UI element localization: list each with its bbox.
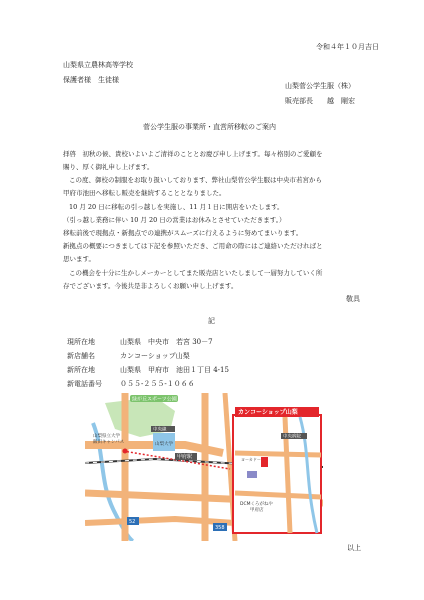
recipient-parents: 保護者様 生徒様 xyxy=(63,76,119,84)
ki-heading: 記 xyxy=(208,317,215,325)
shop-title-label: カンコーショップ山梨 xyxy=(238,409,298,416)
body-line-11: 存でございます。今後共是非よろしくお願い申し上げます。 xyxy=(63,282,238,290)
recipient-school: 山梨県立農林高等学校 xyxy=(63,61,133,69)
body-line-2: 賜り、厚く御礼申し上げます。 xyxy=(63,163,154,171)
body-line-3: この度、御校の制服をお取り扱いしております、弊社山梨菅公学生服は中央市若宮から xyxy=(69,176,322,184)
subject: 菅公学生服の事業所・直営所移転のご案内 xyxy=(143,123,276,131)
body-line-4: 甲府市池田へ移転し販売を継続することとなりました。 xyxy=(63,189,226,197)
body-line-6: （引っ越し業務に伴い 10 月 20 日の営業はお休みとさせていただきます。） xyxy=(63,216,286,224)
detail-label-new: 新所在地 xyxy=(67,366,95,374)
new-shop-marker xyxy=(261,457,268,467)
dcm-label: DCMくろがねや xyxy=(240,502,273,507)
location-map xyxy=(85,393,323,541)
old-location-marker xyxy=(123,449,128,454)
road-bottom xyxy=(85,519,235,523)
ijo: 以上 xyxy=(347,544,361,552)
chuo-line-label: 中央線 xyxy=(153,427,167,433)
sports-park-label: 緑が丘スポーツ公園 xyxy=(132,396,177,403)
detail-value-shopname: カンコーショップ山梨 xyxy=(120,352,190,360)
route-358-label: 358 xyxy=(215,525,225,531)
detail-value-current: 山梨県 中央市 若宮 30－7 xyxy=(120,338,213,346)
inset-hospital-label: 中央病院 xyxy=(283,434,301,440)
date: 令和４年１０月吉日 xyxy=(316,43,379,51)
detail-label-phone: 新電話番号 xyxy=(67,380,102,388)
kofu-station-label: 甲府駅 xyxy=(177,454,193,460)
route-52-label: 52 xyxy=(129,519,136,525)
body-line-5: 10 月 20 日に移転の引っ越しを実施し、11 月１日に開店をいたします。 xyxy=(69,203,284,211)
body-line-7: 移転前後で現拠点・新拠点での連携がスムーズに行えるように努めてまいります。 xyxy=(63,229,303,237)
body-line-9: 思います。 xyxy=(63,255,95,263)
sender-name: 販売部長 越 剛宏 xyxy=(285,97,355,105)
inset-block xyxy=(247,471,257,478)
campus-label: 飯田キャンパス xyxy=(93,440,125,445)
body-line-8: 新拠点の概要につきましては下記を参照いただき、ご用命の際にはご連絡いただければと xyxy=(63,242,323,250)
detail-value-new: 山梨県 甲府市 池田１丁目 4-15 xyxy=(120,366,229,374)
sender-company: 山梨菅公学生服（株） xyxy=(285,82,355,90)
inset-road-1 xyxy=(235,453,321,455)
inset-store-label: ヨーカドー xyxy=(241,457,261,462)
body-line-10: この機会を十分に生かしメーカーとしてまた販売店といたしまして一層努力していく所 xyxy=(69,269,323,277)
detail-label-current: 現所在地 xyxy=(67,338,95,346)
detail-value-phone: ０５５-２５５-１０６６ xyxy=(120,380,195,388)
dcm2-label: 甲府店 xyxy=(250,508,264,513)
univ2-label: 山梨大学 xyxy=(155,442,173,447)
detail-label-shopname: 新店舗名 xyxy=(67,352,95,360)
closing: 敬具 xyxy=(346,295,360,303)
univ-label: 山梨県立大学 xyxy=(93,434,120,439)
body-line-1: 拝啓 初秋の候、貴校いよいよご清祥のこととお慶び申し上げます。毎々格別のご愛顧を xyxy=(63,150,323,158)
